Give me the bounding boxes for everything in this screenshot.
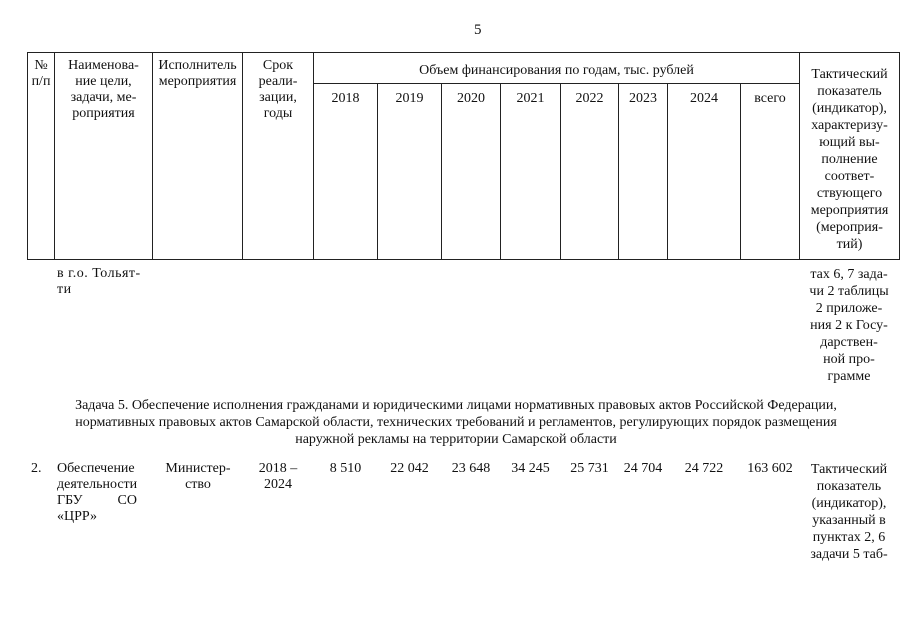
header-financing-title: Объем финансирования по годам, тыс. рублей — [419, 63, 694, 78]
col-border — [377, 83, 378, 260]
header-year: 2020 — [457, 91, 485, 106]
row-number: 2. — [31, 461, 42, 476]
value-cell: 23 648 — [451, 461, 491, 476]
page-number: 5 — [474, 22, 482, 38]
col-border — [667, 83, 668, 260]
header-indicator: Тактический показатель (индикатор), характеризу- ющий вы- полнение соответ- ствующего мероприятия (мероприя- тий) — [810, 67, 889, 252]
header-name: Наименова- ние цели, задачи, ме- роприятия — [68, 58, 139, 121]
col-border — [313, 52, 314, 260]
header-year: 2021 — [516, 91, 545, 106]
row-indicator: Тактический показатель (индикатор), указанный в пунктах 2, 6 задачи 5 таб- — [810, 462, 888, 562]
header-bottom-border — [27, 259, 900, 260]
header-term: Срок реали- зации, годы — [258, 58, 298, 121]
continued-row-name: в г.о. Тольят- ти — [57, 266, 141, 297]
value-cell: 8 510 — [329, 461, 362, 476]
row-name: Обеспечение деятельности ГБУ СО «ЦРР» — [57, 461, 138, 524]
col-border — [740, 83, 741, 260]
financing-subheader-border — [313, 83, 799, 84]
value-cell-total: 163 602 — [747, 461, 793, 476]
header-top-border — [27, 52, 900, 53]
header-year: 2018 — [331, 91, 360, 106]
col-border — [441, 83, 442, 260]
col-border — [500, 83, 501, 260]
value-cell: 34 245 — [511, 461, 550, 476]
header-year: 2019 — [395, 91, 424, 106]
continued-row-indicator: тах 6, 7 зада- чи 2 таблицы 2 приложе- ния 2 к Госу- дарствен- ной про- грамме — [809, 267, 889, 384]
row-executor: Министер- ство — [165, 461, 231, 492]
col-border — [618, 83, 619, 260]
value-cell: 24 722 — [684, 461, 724, 476]
value-cell: 22 042 — [390, 461, 429, 476]
header-year: 2022 — [575, 91, 604, 106]
row-term: 2018 – 2024 — [258, 461, 298, 492]
header-year: 2024 — [690, 91, 718, 106]
header-executor: Исполнитель мероприятия — [158, 58, 237, 89]
header-total: всего — [754, 91, 786, 106]
header-num: № п/п — [31, 58, 51, 89]
col-border — [560, 83, 561, 260]
col-border — [899, 52, 900, 260]
value-cell: 25 731 — [570, 461, 609, 476]
header-year: 2023 — [629, 91, 657, 106]
task-heading: Задача 5. Обеспечение исполнения гражданами и юридическими лицами нормативных правовых актов Российской Федерации, нормативных правовых актов Самарской области, технических требований и регламентов, регулирующих порядок размещения наружной рекламы на территории Самарской области — [75, 398, 837, 447]
value-cell: 24 704 — [623, 461, 663, 476]
